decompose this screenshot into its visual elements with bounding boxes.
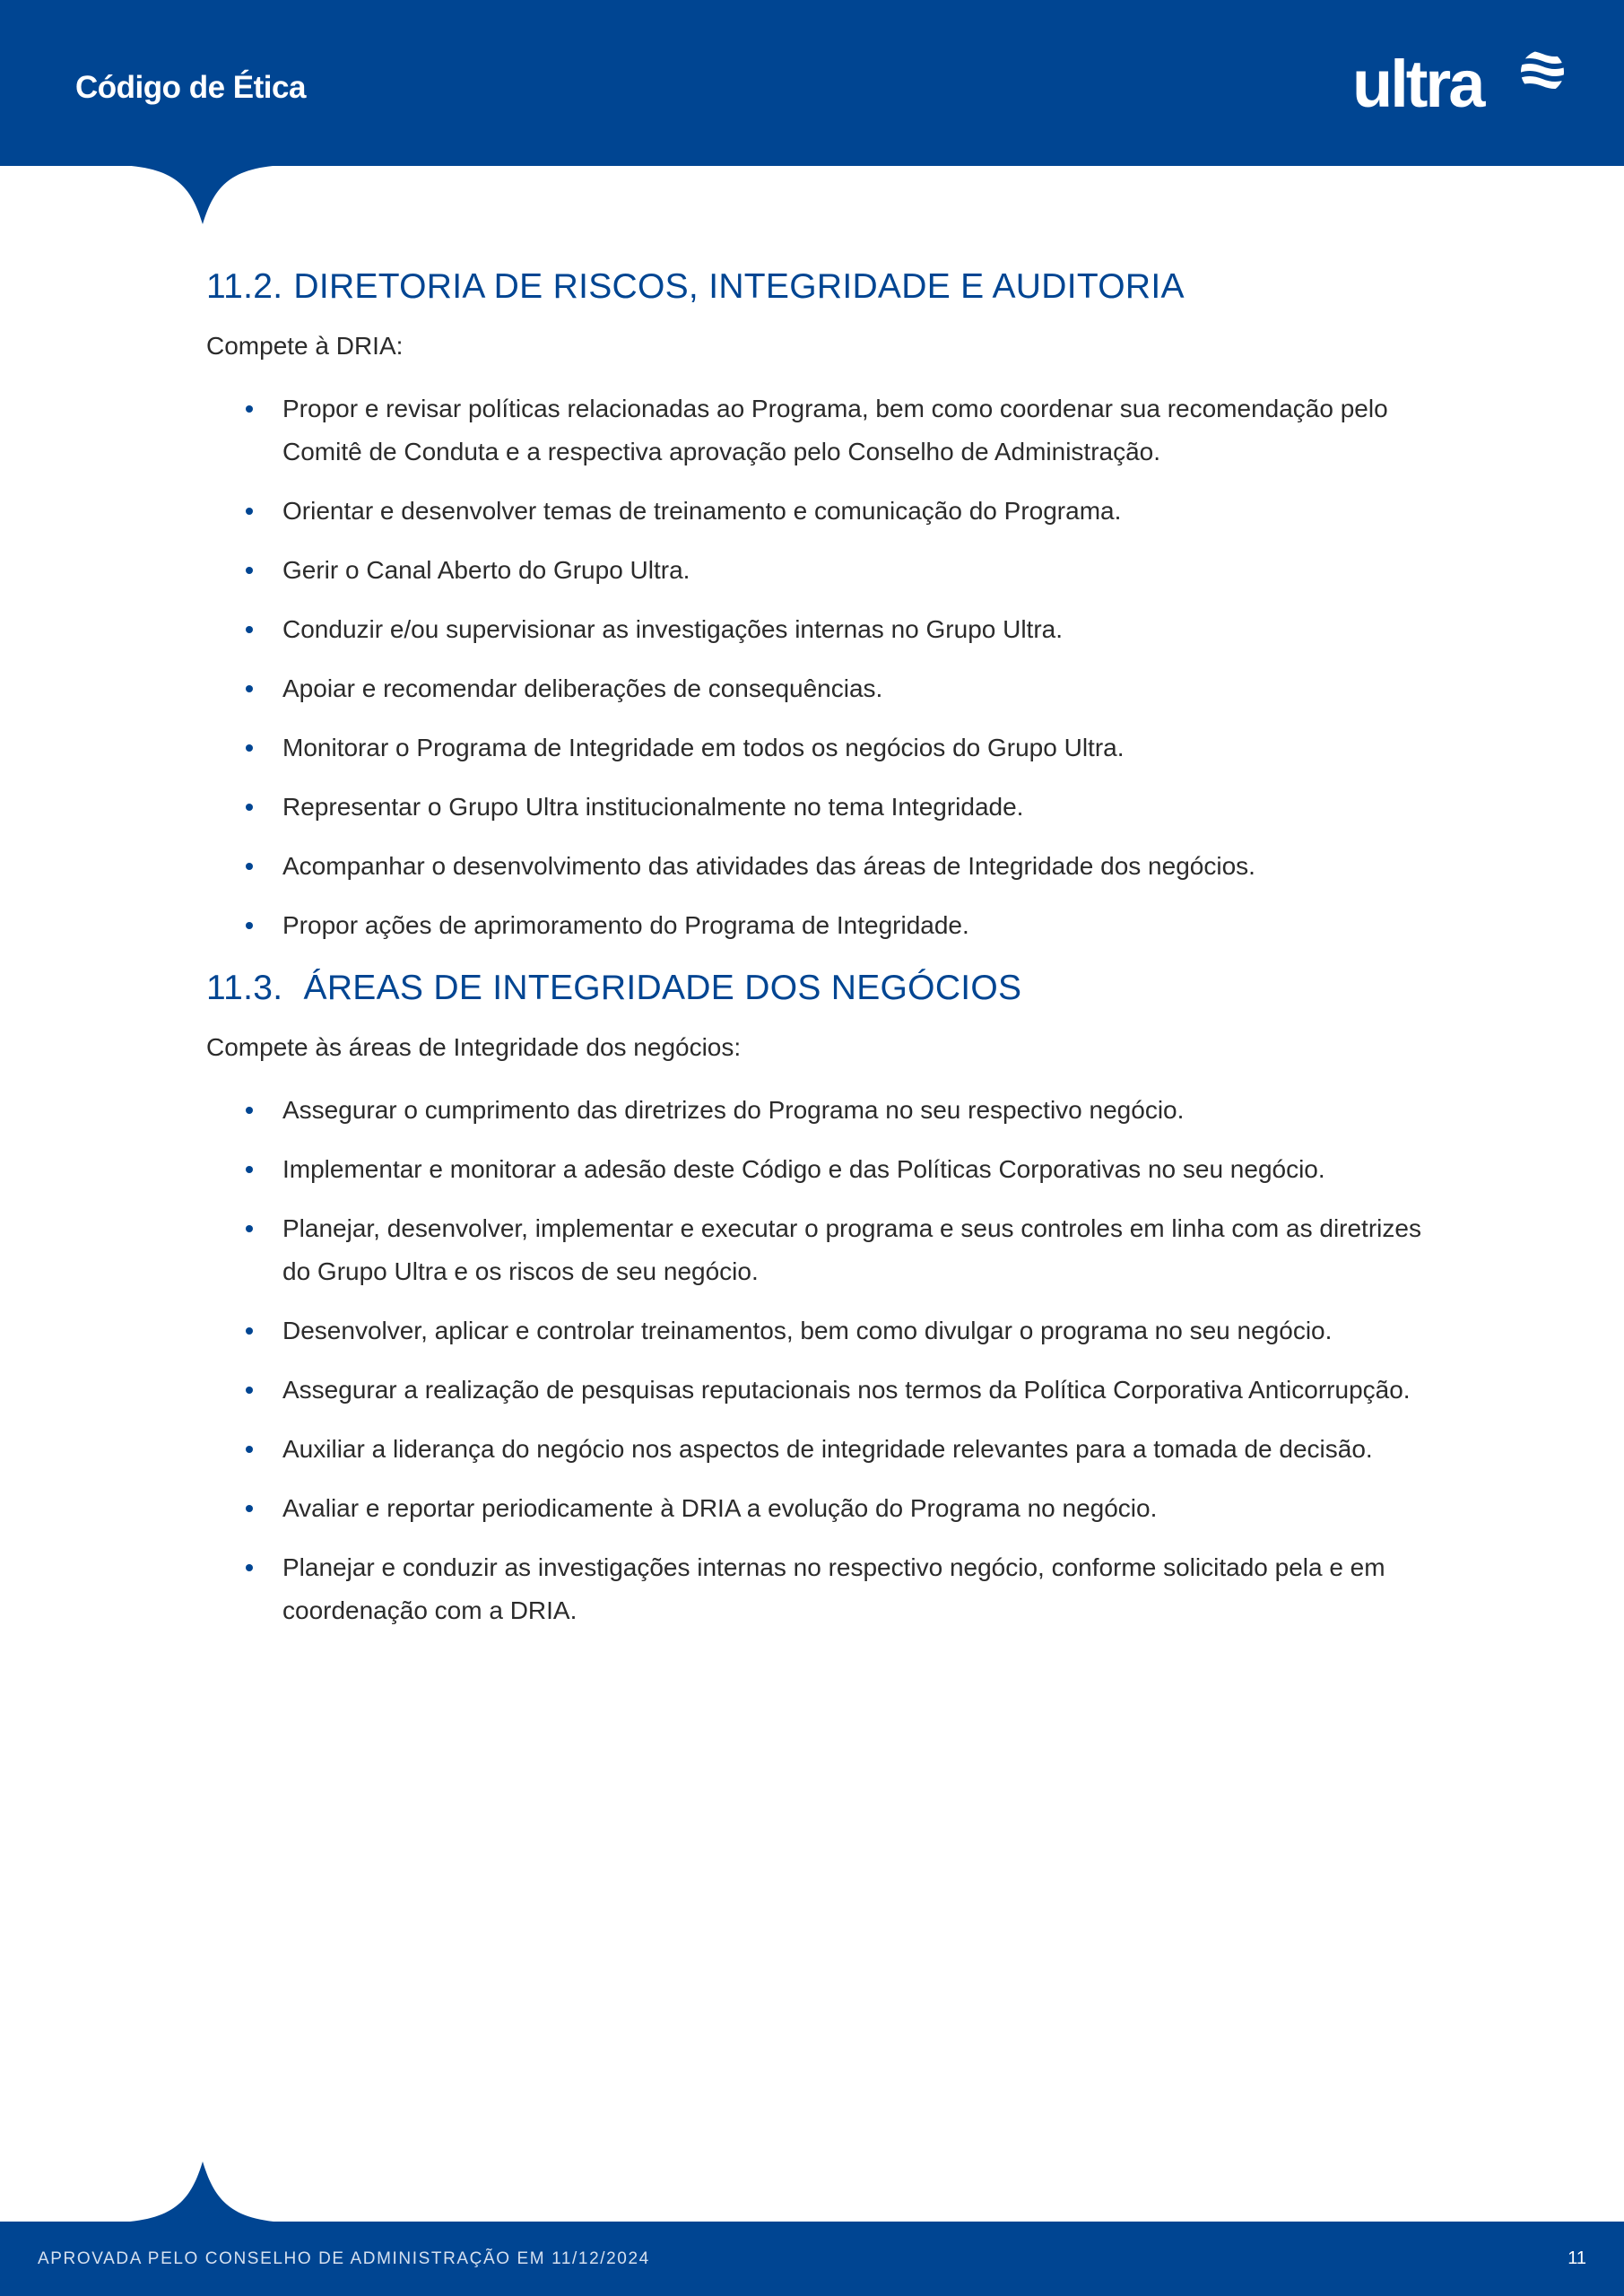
bullet-icon: [246, 1166, 253, 1173]
list-item-text: Orientar e desenvolver temas de treinamento e comunicação do Programa.: [282, 497, 1122, 525]
list-item: [206, 904, 1435, 947]
list-item: [206, 387, 1435, 474]
bullet-icon: [246, 1505, 253, 1512]
section-title: DIRETORIA DE RISCOS, INTEGRIDADE E AUDITORIA: [293, 267, 1185, 306]
list-item: [206, 1546, 1435, 1632]
page-number: 11: [1568, 2248, 1586, 2268]
main-content: [206, 262, 1435, 1648]
list-item: [206, 1428, 1435, 1471]
section-heading: [206, 262, 1435, 312]
list-item-text: Acompanhar o desenvolvimento das atividades das áreas de Integridade dos negócios.: [282, 852, 1255, 880]
list-item: [206, 1207, 1435, 1293]
list-item: [206, 608, 1435, 651]
list-item-text: Implementar e monitorar a adesão deste Código e das Políticas Corporativas no seu negócio.: [282, 1155, 1325, 1183]
bullet-icon: [246, 744, 253, 752]
header-notch-decoration: [99, 165, 305, 224]
bullet-icon: [246, 1225, 253, 1232]
list-item-text: Planejar e conduzir as investigações internas no respectivo negócio, conforme solicitado pela e em coordenação com a DRIA.: [282, 1553, 1385, 1624]
approval-note: APROVADA PELO CONSELHO DE ADMINISTRAÇÃO EM 11/12/2024: [38, 2249, 650, 2268]
list-item-text: Planejar, desenvolver, implementar e executar o programa e seus controles em linha com as diretrizes do Grupo Ultra e os riscos de seu negócio.: [282, 1214, 1421, 1285]
list-item: [206, 1487, 1435, 1530]
list-item-text: Auxiliar a liderança do negócio nos aspectos de integridade relevantes para a tomada de decisão.: [282, 1435, 1373, 1463]
bullet-icon: [246, 1327, 253, 1335]
bullet-icon: [246, 1107, 253, 1114]
bullet-icon: [246, 405, 253, 413]
bullet-icon: [246, 685, 253, 692]
list-item: [206, 786, 1435, 829]
list-item-text: Gerir o Canal Aberto do Grupo Ultra.: [282, 556, 690, 584]
list-item-text: Propor e revisar políticas relacionadas ao Programa, bem como coordenar sua recomendação pelo Comitê de Conduta e a respectiva aprovação pelo Conselho de Administração.: [282, 395, 1388, 465]
ultra-waves-icon: [1517, 48, 1568, 95]
ultra-logo: [1352, 47, 1568, 122]
list-item-text: Desenvolver, aplicar e controlar treinamentos, bem como divulgar o programa no seu negócio.: [282, 1317, 1333, 1344]
list-item-text: Conduzir e/ou supervisionar as investigações internas no Grupo Ultra.: [282, 615, 1064, 643]
footer-notch-decoration: [99, 2161, 305, 2222]
section-intro: Compete à DRIA:: [206, 332, 404, 360]
bullet-icon: [246, 863, 253, 870]
list-item-text: Assegurar a realização de pesquisas reputacionais nos termos da Política Corporativa Anticorrupção.: [282, 1376, 1411, 1404]
bullet-icon: [246, 922, 253, 929]
list-item: [206, 1369, 1435, 1412]
section-intro: Compete às áreas de Integridade dos negócios:: [206, 1033, 742, 1061]
list-item-text: Propor ações de aprimoramento do Programa de Integridade.: [282, 911, 969, 939]
section-number: 11.3.: [206, 969, 283, 1007]
bullet-icon: [246, 567, 253, 574]
bullet-list: [206, 387, 1435, 947]
bullet-icon: [246, 1446, 253, 1453]
list-item: [206, 1309, 1435, 1352]
bullet-icon: [246, 1564, 253, 1571]
section-title: ÁREAS DE INTEGRIDADE DOS NEGÓCIOS: [303, 969, 1022, 1007]
bullet-icon: [246, 626, 253, 633]
bullet-icon: [246, 1387, 253, 1394]
list-item: [206, 1089, 1435, 1132]
list-item-text: Representar o Grupo Ultra institucionalmente no tema Integridade.: [282, 793, 1024, 821]
list-item: [206, 490, 1435, 533]
list-item-text: Assegurar o cumprimento das diretrizes do Programa no seu respectivo negócio.: [282, 1096, 1185, 1124]
list-item-text: Monitorar o Programa de Integridade em todos os negócios do Grupo Ultra.: [282, 734, 1125, 761]
bullet-icon: [246, 804, 253, 811]
section-heading: [206, 963, 1435, 1013]
list-item: [206, 845, 1435, 888]
bullet-list: [206, 1089, 1435, 1632]
bullet-icon: [246, 508, 253, 515]
section-number: 11.2.: [206, 267, 283, 306]
list-item: [206, 726, 1435, 770]
list-item: [206, 1148, 1435, 1191]
list-item: [206, 549, 1435, 592]
logo-text: ultra: [1352, 47, 1483, 121]
list-item-text: Avaliar e reportar periodicamente à DRIA a evolução do Programa no negócio.: [282, 1494, 1158, 1522]
list-item-text: Apoiar e recomendar deliberações de consequências.: [282, 674, 883, 702]
document-title: Código de Ética: [75, 70, 306, 105]
list-item: [206, 667, 1435, 710]
